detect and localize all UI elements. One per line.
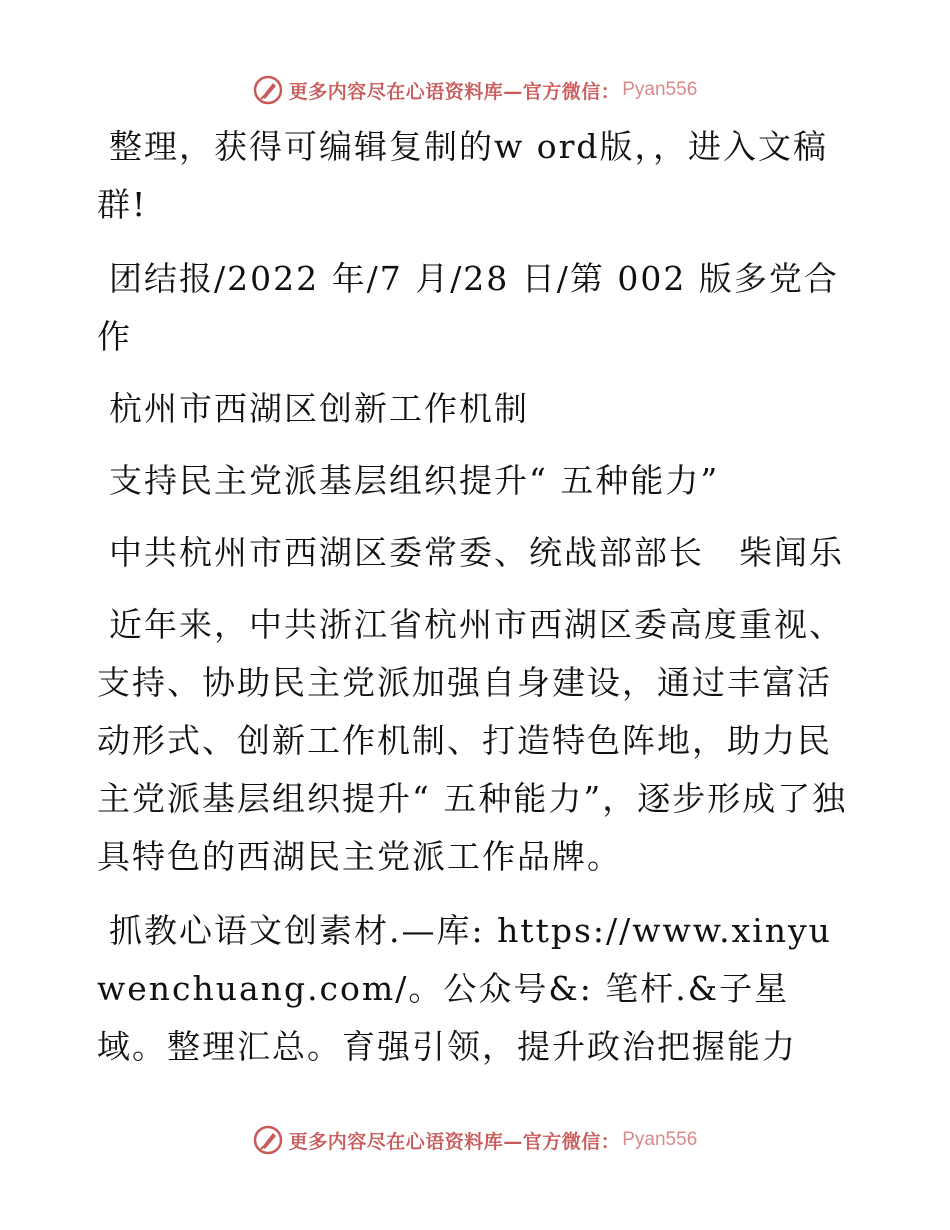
paragraph-section: 抓教心语文创素材.—库: https://www.xinyuwenchuang.com/。公众号&: 笔杆.&子星域。整理汇总。育强引领，提升政治把握能力: [97, 911, 832, 1066]
paragraph-intro: 整理，获得可编辑复制的w ord版，，进入文稿群!: [97, 127, 829, 224]
watermark-text: 更多内容尽在心语资料库—官方微信：: [288, 80, 621, 103]
header-watermark: [0, 70, 950, 110]
watermark-id: Pyan556: [622, 1129, 698, 1150]
quill-logo-icon: [253, 1125, 283, 1155]
footer-watermark: [0, 1120, 950, 1160]
paragraph-source: 团结报/2022 年/7 月/28 日/第 002 版多党合作: [97, 259, 839, 356]
paragraph-body: 近年来，中共浙江省杭州市西湖区委高度重视、支持、协助民主党派加强自身建设，通过丰富活动形式、创新工作机制、打造特色阵地，助力民主党派基层组织提升“ 五种能力”，逐步形成了独具特色的西湖民主党派工作品牌。: [97, 605, 848, 876]
article-title: 杭州市西湖区创新工作机制: [109, 389, 529, 428]
watermark-text: 更多内容尽在心语资料库—官方微信：: [288, 1130, 621, 1153]
article-author: 中共杭州市西湖区委常委、统战部部长 柴闻乐: [109, 533, 844, 572]
watermark-id: Pyan556: [622, 79, 698, 100]
document-body: [97, 118, 857, 1092]
article-subtitle: 支持民主党派基层组织提升“ 五种能力”: [109, 461, 720, 500]
quill-logo-icon: [253, 75, 283, 105]
